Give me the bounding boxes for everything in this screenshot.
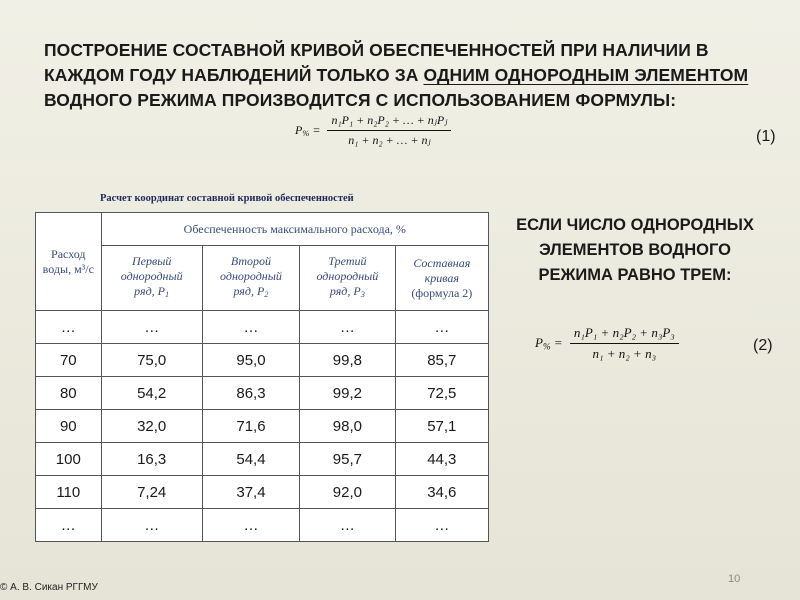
header-flow: Расход воды, м³/с	[36, 213, 102, 311]
cell: 72,5	[395, 377, 488, 410]
data-table	[35, 212, 489, 542]
cell: 57,1	[395, 410, 488, 443]
formula-1	[295, 113, 451, 148]
cell: 95,0	[202, 344, 299, 377]
cell: 7,24	[101, 476, 202, 509]
formula-2-number: (2)	[753, 337, 773, 354]
cell: 90	[36, 410, 102, 443]
header-group: Обеспеченность максимального расхода, %	[101, 213, 488, 246]
cell: …	[395, 509, 488, 542]
cell: 110	[36, 476, 102, 509]
table-row	[36, 344, 489, 377]
cell: …	[202, 311, 299, 344]
cell: …	[395, 311, 488, 344]
formula-1-number: (1)	[756, 128, 776, 145]
table-row	[36, 410, 489, 443]
cell: 95,7	[300, 443, 395, 476]
formula-2-numerator: n₁P₁ + n₂P₂ + n₃P₃	[570, 325, 679, 344]
cell: 54,4	[202, 443, 299, 476]
cell: …	[300, 311, 395, 344]
cell: …	[101, 509, 202, 542]
table-row	[36, 476, 489, 509]
header-series-2: Второй однородный ряд, $P_2$	[202, 246, 299, 311]
footer-copyright: © А. В. Сикан РГГМУ	[0, 582, 98, 593]
header-series-1: Первый однородный ряд, $P_1$	[101, 246, 202, 311]
cell: 71,6	[202, 410, 299, 443]
page-number: 10	[728, 573, 741, 585]
three-elements-text: ЕСЛИ ЧИСЛО ОДНОРОДНЫХ ЭЛЕМЕНТОВ ВОДНОГО РЕЖИМА РАВНО ТРЕМ:	[516, 216, 754, 284]
cell: 34,6	[395, 476, 488, 509]
cell: …	[202, 509, 299, 542]
formula-2	[535, 325, 679, 362]
formula-1-numerator: n₁P₁ + n₂P₂ + … + nⱼPⱼ	[327, 113, 451, 131]
table-row	[36, 509, 489, 542]
cell: 99,8	[300, 344, 395, 377]
table-row	[36, 377, 489, 410]
cell: 44,3	[395, 443, 488, 476]
cell: 54,2	[101, 377, 202, 410]
cell: 75,0	[101, 344, 202, 377]
table-caption: Расчет координат составной кривой обеспеченностей	[100, 193, 354, 204]
cell: 100	[36, 443, 102, 476]
cell: …	[101, 311, 202, 344]
cell: 70	[36, 344, 102, 377]
cell: …	[36, 311, 102, 344]
title-underlined: ОДНИМ ОДНОРОДНЫМ ЭЛЕМЕНТОМ	[423, 65, 749, 85]
cell: 32,0	[101, 410, 202, 443]
cell: 37,4	[202, 476, 299, 509]
cell: 85,7	[395, 344, 488, 377]
formula-1-fraction	[327, 113, 451, 148]
slide-title	[44, 38, 764, 113]
title-part1: ПОСТРОЕНИЕ СОСТАВНОЙ КРИВОЙ ОБЕСПЕЧЕННОСТЕЙ ПРИ НАЛИЧИИ В КАЖДОМ ГОДУ НАБЛЮДЕНИЙ ТОЛЬКО ЗА	[44, 40, 709, 85]
header-series-3: Третий однородный ряд, $P_3$	[300, 246, 395, 311]
table-row	[36, 311, 489, 344]
cell: 92,0	[300, 476, 395, 509]
cell: 16,3	[101, 443, 202, 476]
header-composite: Составная кривая (формула 2)	[395, 246, 488, 311]
cell: …	[300, 509, 395, 542]
formula-1-lhs: $P_{\%}$ =	[295, 122, 321, 139]
formula-2-fraction	[570, 325, 679, 362]
table-row	[36, 443, 489, 476]
cell: 80	[36, 377, 102, 410]
title-part2: ВОДНОГО РЕЖИМА ПРОИЗВОДИТСЯ С ИСПОЛЬЗОВАНИЕМ ФОРМУЛЫ:	[44, 90, 677, 110]
formula-2-denominator: n₁ + n₂ + n₃	[592, 346, 657, 361]
formula-2-lhs: $P_{\%}$ =	[535, 335, 563, 352]
formula-1-denominator: n₁ + n₂ + … + nⱼ	[348, 133, 431, 147]
cell: 98,0	[300, 410, 395, 443]
cell: …	[36, 509, 102, 542]
cell: 86,3	[202, 377, 299, 410]
cell: 99,2	[300, 377, 395, 410]
